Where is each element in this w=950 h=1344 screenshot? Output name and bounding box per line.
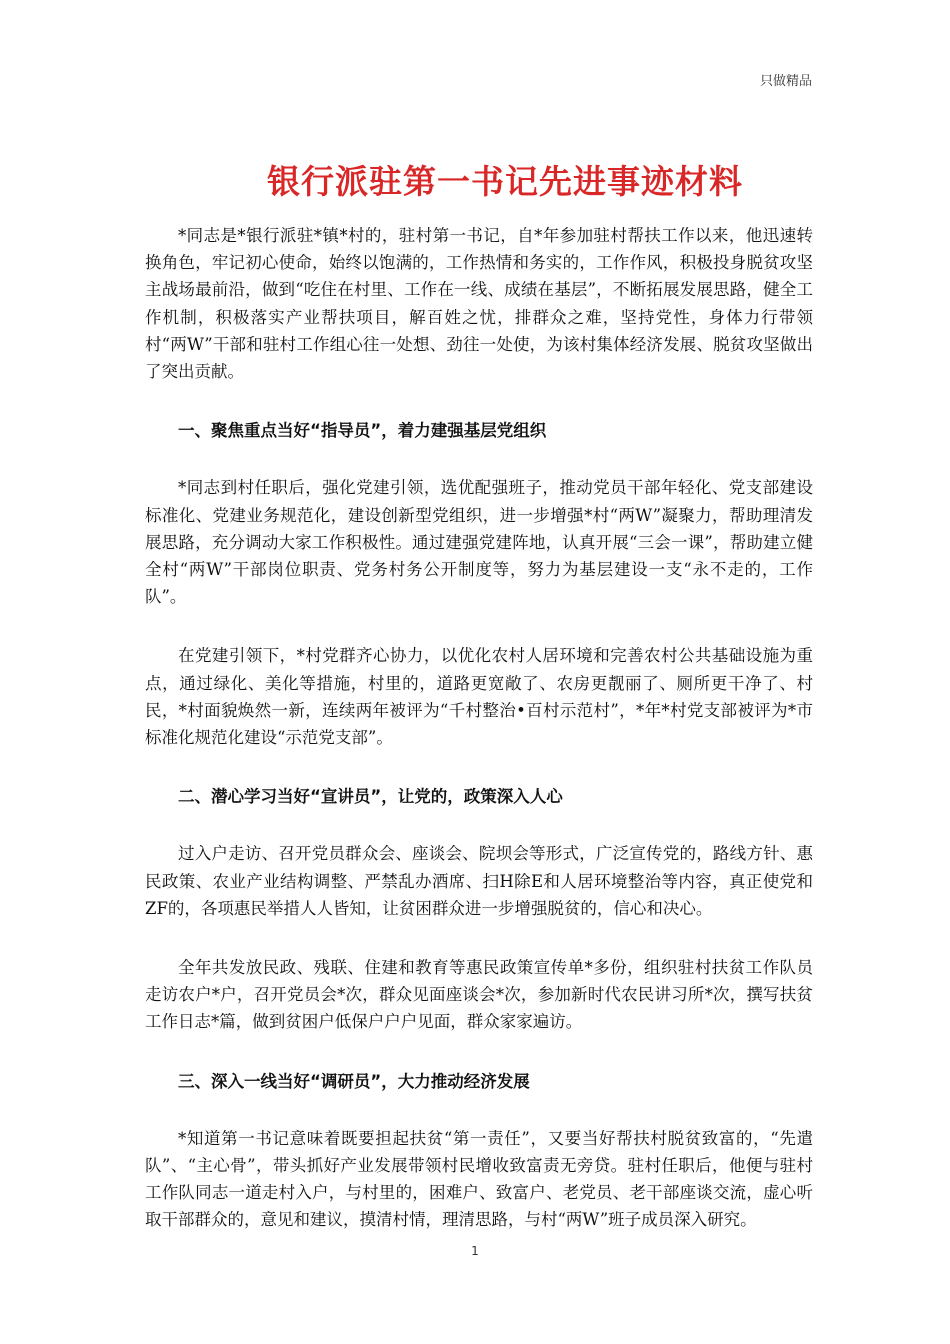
section-3-heading: 三、深入一线当好“调研员”，大力推动经济发展	[178, 1071, 530, 1091]
section-1-paragraph-2: 在党建引领下，*村党群齐心协力，以优化农村人居环境和完善农村公共基础设施为重点，通过绿化、美化等措施，村里的，道路更宽敞了、农房更靓丽了、厕所更干净了、村民，*村面貌焕然一新，连续两年被评为“千村整治•百村示范村”，*年*村党支部被评为*市标准化规范化建设“示范党支部”。	[145, 646, 813, 748]
section-2-paragraph-2: 全年共发放民政、残联、住建和教育等惠民政策宣传单*多份，组织驻村扶贫工作队员走访农户*户，召开党员会*次，群众见面座谈会*次，参加新时代农民讲习所*次，撰写扶贫工作日志*篇，做到贫困户低保户户户见面，群众家家遍访。	[145, 958, 813, 1032]
intro-paragraph: *同志是*银行派驻*镇*村的，驻村第一书记，自*年参加驻村帮扶工作以来，他迅速转换角色，牢记初心使命，始终以饱满的，工作热情和务实的，工作作风，积极投身脱贫攻坚主战场最前沿，做到“吃住在村里、工作在一线、成绩在基层”，不断拓展发展思路，健全工作机制，积极落实产业帮扶项目，解百姓之忧，排群众之难，坚持党性，身体力行带领村“两W”干部和驻村工作组心往一处想、劲往一处使，为该村集体经济发展、脱贫攻坚做出了突出贡献。	[145, 226, 813, 382]
section-2-paragraph-1: 过入户走访、召开党员群众会、座谈会、院坝会等形式，广泛宣传党的，路线方针、惠民政策、农业产业结构调整、严禁乱办酒席、扫H除E和人居环境整治等内容，真正使党和ZF的，各项惠民举措人人皆知，让贫困群众进一步增强脱贫的，信心和决心。	[145, 844, 813, 918]
document-title: 银行派驻第一书记先进事迹材料	[267, 162, 743, 201]
section-3-paragraph-1: *知道第一书记意味着既要担起扶贫“第一责任”，又要当好帮扶村脱贫致富的，“先遣队”、“主心骨”，带头抓好产业发展带领村民增收致富责无旁贷。驻村任职后，他便与驻村工作队同志一道走村入户，与村里的，困难户、致富户、老党员、老干部座谈交流，虚心听取干部群众的，意见和建议，摸清村情，理清思路，与村“两W”班子成员深入研究。	[145, 1128, 813, 1230]
page-number: 1	[471, 1244, 479, 1258]
header-note: 只做精品	[759, 74, 812, 89]
document-body	[145, 222, 813, 1234]
section-1-paragraph-1: *同志到村任职后，强化党建引领，选优配强班子，推动党员干部年轻化、党支部建设标准化、党建业务规范化，建设创新型党组织，进一步增强*村“两W”凝聚力，帮助理清发展思路，充分调动大家工作积极性。通过建强党建阵地，认真开展“三会一课”，帮助建立健全村“两W”干部岗位职责、党务村务公开制度等，努力为基层建设一支“永不走的，工作队”。	[145, 478, 813, 607]
section-1-heading: 一、聚焦重点当好“指导员”，着力建强基层党组织	[178, 421, 547, 441]
section-2-heading: 二、潜心学习当好“宣讲员”，让党的，政策深入人心	[178, 787, 563, 807]
